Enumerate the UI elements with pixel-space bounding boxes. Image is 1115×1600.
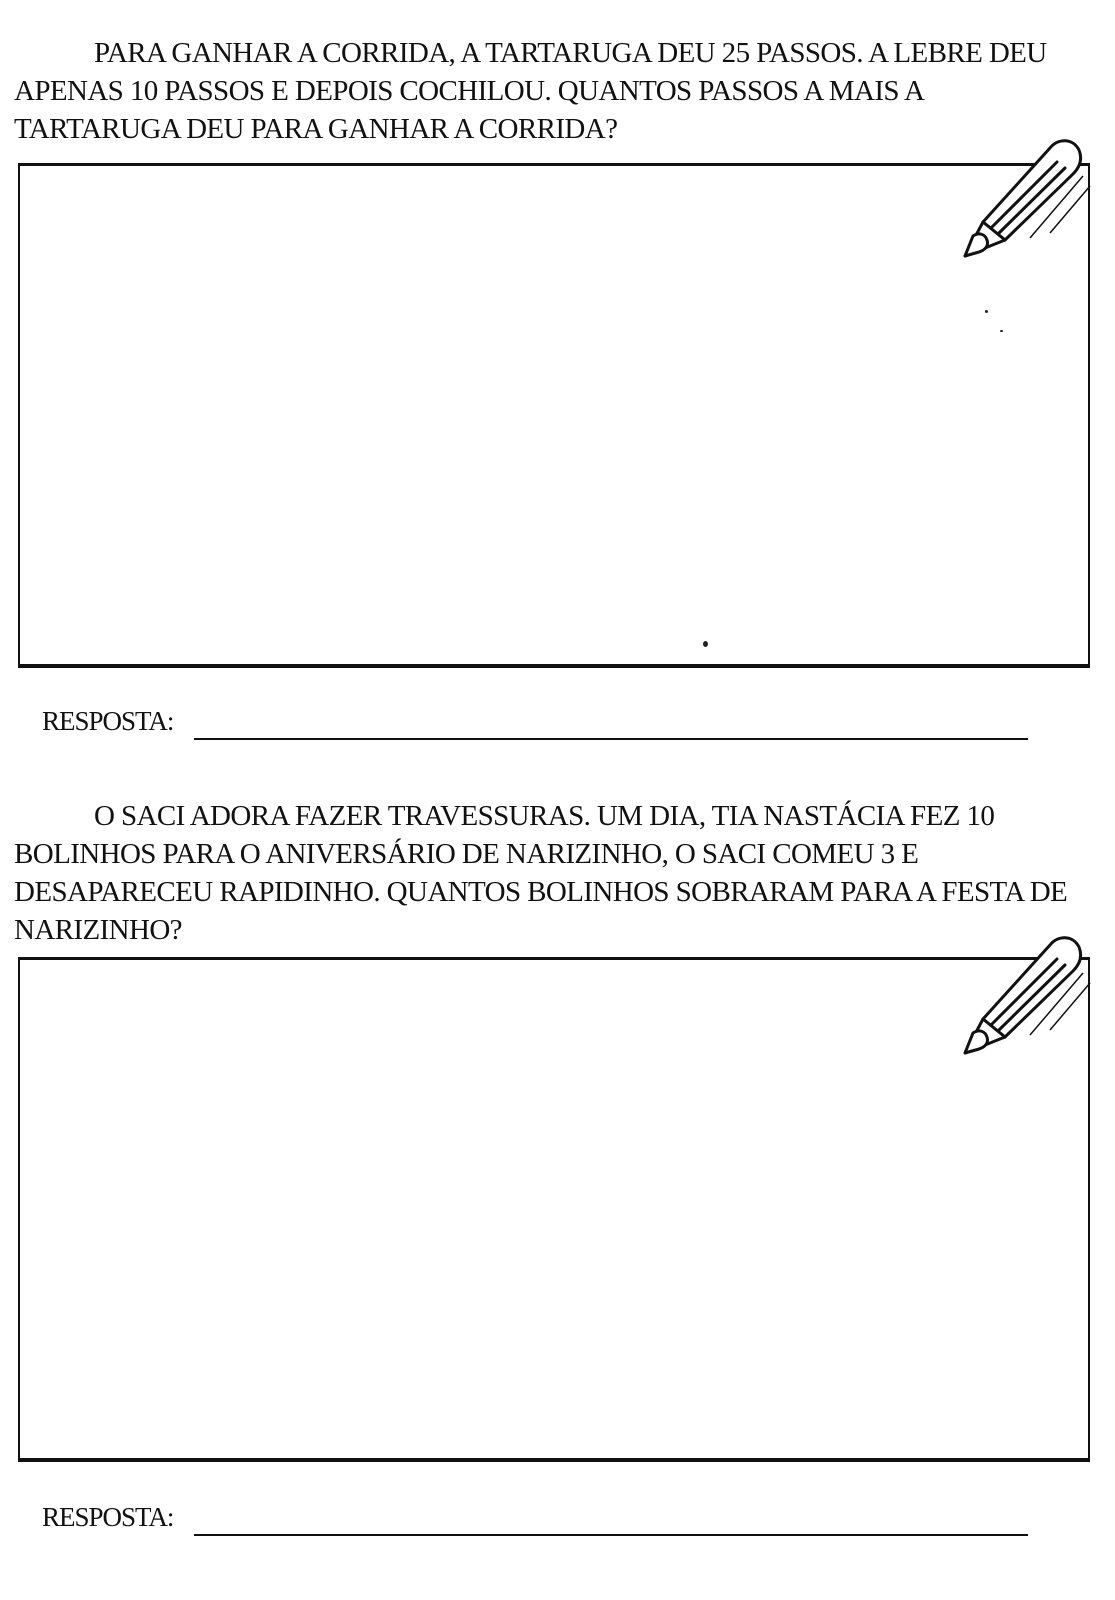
problem-2-question: O SACI ADORA FAZER TRAVESSURAS. UM DIA, TIA NASTÁCIA FEZ 10 BOLINHOS PARA O ANIVERSÁRIO DE NARIZINHO, O SACI COMEU 3 E DESAPARECEU RAPIDINHO. QUANTOS BOLINHOS SOBRARAM PARA A FESTA DE NARIZINHO?: [14, 800, 1068, 946]
problem-2-work-area[interactable]: [18, 957, 1090, 1462]
answer-line[interactable]: [194, 1534, 1028, 1536]
pencil-icon: [955, 925, 1095, 1075]
answer-label: RESPOSTA:: [42, 1502, 174, 1532]
pencil-icon: [955, 128, 1095, 278]
answer-label: RESPOSTA:: [42, 706, 174, 736]
speck-mark: [985, 310, 988, 313]
speck-mark: [703, 641, 708, 647]
problem-1-question: PARA GANHAR A CORRIDA, A TARTARUGA DEU 25 PASSOS. A LEBRE DEU APENAS 10 PASSOS E DEPOIS COCHILOU. QUANTOS PASSOS A MAIS A TARTARUGA DEU PARA GANHAR A CORRIDA?: [14, 37, 1047, 145]
problem-1-work-area[interactable]: [18, 163, 1090, 668]
answer-line[interactable]: [194, 738, 1028, 740]
speck-mark: [1000, 330, 1003, 332]
